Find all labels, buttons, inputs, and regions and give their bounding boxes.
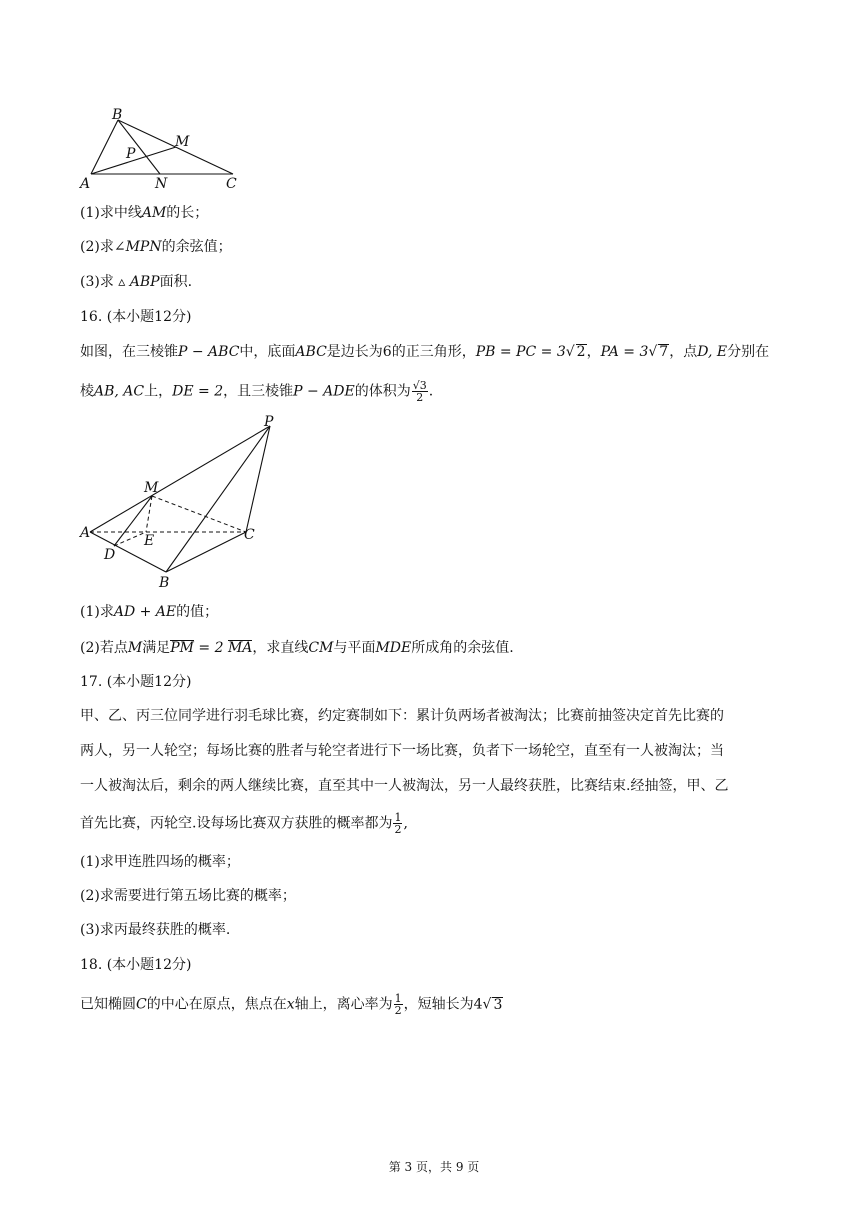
- q16-stem2-end: .: [428, 383, 434, 400]
- q16-p1-var: AD + AE: [113, 604, 177, 620]
- q18-mid1: 的中心在原点，焦点在: [146, 996, 287, 1013]
- q18-mid3: ，短轴长为: [403, 996, 474, 1013]
- q16-stem-a: 如图，在三棱锥: [80, 344, 178, 360]
- q15-p2-var: MPN: [125, 239, 162, 255]
- q16-p2-mid1: 满足: [142, 640, 171, 656]
- q16-stem-e: 是边长为6的正三角形，: [326, 344, 476, 360]
- label-C: C: [226, 176, 237, 192]
- q18-stem: [80, 993, 503, 1016]
- label-M: M: [175, 134, 190, 150]
- q16-volume-fraction: [412, 380, 428, 403]
- q16-p2-pre: (2)若点: [80, 640, 128, 656]
- q16-stem-h: ，: [586, 344, 601, 360]
- q18-eccentricity-fraction: [394, 993, 403, 1016]
- q16-p1-post: 的值；: [176, 604, 219, 620]
- q18-mid2: 轴上，离心率为: [294, 996, 393, 1013]
- q17-header: 17. (本小题12分): [80, 674, 192, 690]
- q17-line4: [80, 812, 408, 835]
- q16-stem-l: D, E: [697, 344, 728, 360]
- sqrt-symbol: √: [482, 996, 492, 1013]
- label-E: E: [144, 533, 155, 549]
- label-B: B: [159, 575, 170, 591]
- q18-frac-den: 2: [394, 1004, 402, 1017]
- q17-line4-pre: 首先比赛，丙轮空.设每场比赛双方获胜的概率都为: [80, 815, 393, 832]
- q17-part1: (1)求甲连胜四场的概率；: [80, 854, 240, 870]
- label-A: A: [80, 525, 91, 541]
- q16-stem2-e: ，且三棱锥: [223, 383, 294, 400]
- triangle-figure: [78, 108, 258, 194]
- q17-line4-post: ,: [403, 815, 408, 832]
- q16-stem-k: ，点: [669, 344, 698, 360]
- q16-stem-line1: [80, 342, 769, 362]
- q16-p2-post: 所成角的余弦值.: [411, 640, 514, 656]
- label-A: A: [80, 176, 91, 192]
- q18-header: 18. (本小题12分): [80, 957, 192, 973]
- q18-sqrt: 3: [493, 996, 503, 1013]
- label-B: B: [112, 108, 123, 123]
- q18-frac-num: 1: [394, 992, 402, 1005]
- q17-part3: (3)求丙最终获胜的概率.: [80, 922, 231, 938]
- q16-stem2-a: 棱: [80, 383, 94, 400]
- q17-line1: 甲、乙、丙三位同学进行羽毛球比赛，约定赛制如下：累计负两场者被淘汰；比赛前抽签决定首先比赛的: [80, 708, 724, 724]
- q16-p2-mid2: ，求直线: [252, 640, 309, 656]
- label-M: M: [144, 480, 159, 496]
- q16-header: 16. (本小题12分): [80, 309, 192, 325]
- sqrt-symbol: √: [648, 344, 658, 360]
- q15-p2-post: 的余弦值；: [161, 239, 232, 255]
- q15-p2-pre: (2)求∠: [80, 239, 126, 255]
- q15-p3-var: ABP: [129, 274, 160, 290]
- label-C: C: [244, 527, 255, 543]
- q16-p2-mid3: 与平面: [333, 640, 376, 656]
- q16-stem2-d: DE = 2: [172, 383, 224, 400]
- q16-stem2-b: AB, AC: [94, 383, 145, 400]
- q16-part2: [80, 638, 514, 658]
- q16-p2-eq: = 2: [193, 640, 228, 656]
- tetrahedron-figure: [78, 412, 288, 592]
- q17-frac-num: 1: [394, 811, 402, 824]
- q16-stem-line2: [80, 380, 433, 403]
- q16-stem-b: P − ABC: [178, 344, 240, 360]
- q15-p1-post: 的长；: [166, 205, 209, 221]
- q16-stem2-f: P − ADE: [293, 383, 355, 400]
- q17-frac-den: 2: [394, 823, 402, 836]
- q16-stem-i: PA = 3: [600, 344, 649, 360]
- q16-stem2-g: 的体积为: [354, 383, 411, 400]
- q16-stem-m: 分别在: [727, 344, 770, 360]
- q16-stem-d: ABC: [295, 344, 327, 360]
- q17-line3: 一人被淘汰后，剩余的两人继续比赛，直至其中一人被淘汰，另一人最终获胜，比赛结束.经抽签，甲、乙: [80, 778, 729, 794]
- q17-line2: 两人，另一人轮空；每场比赛的胜者与轮空者进行下一场比赛，负者下一场轮空，直至有一人被淘汰；当: [80, 743, 724, 759]
- label-D: D: [104, 547, 116, 563]
- q16-p2-vec1: PM: [170, 640, 194, 656]
- q15-part3: [80, 272, 192, 292]
- q16-p2-vec2: MA: [227, 640, 253, 656]
- page-footer: 第 3 页，共 9 页: [388, 1160, 480, 1174]
- q16-p2-var3: MDE: [375, 640, 412, 656]
- q16-stem-j: 7: [659, 344, 669, 360]
- q16-frac-den: 2: [416, 391, 424, 404]
- q16-part1: [80, 602, 218, 622]
- q16-p1-pre: (1)求: [80, 604, 114, 620]
- q15-p3-post: 面积.: [159, 274, 193, 290]
- sqrt-symbol: √: [565, 344, 575, 360]
- q16-stem-g: 2: [576, 344, 586, 360]
- q18-var2: x: [286, 996, 295, 1013]
- q16-stem-f: PB = PC = 3: [475, 344, 566, 360]
- q18-pre: 已知椭圆: [80, 996, 136, 1013]
- q17-part2: (2)求需要进行第五场比赛的概率；: [80, 888, 296, 904]
- label-P: P: [126, 146, 136, 162]
- q17-probability-fraction: [393, 812, 402, 835]
- q16-stem-c: 中，底面: [239, 344, 296, 360]
- q16-stem2-c: 上，: [144, 383, 173, 400]
- q16-p2-var1: M: [127, 640, 143, 656]
- q15-p1-pre: (1)求中线: [80, 205, 142, 221]
- q15-p3-pre: (3)求 ▵: [80, 274, 130, 290]
- q18-val: 4: [473, 996, 483, 1013]
- q15-p1-var: AM: [141, 205, 167, 221]
- q15-part2: [80, 237, 232, 257]
- q16-frac-num: √3: [412, 379, 427, 392]
- q18-var1: C: [136, 996, 147, 1013]
- label-P: P: [264, 414, 274, 430]
- label-N: N: [155, 176, 168, 192]
- q16-p2-var2: CM: [308, 640, 334, 656]
- q15-part1: [80, 203, 208, 223]
